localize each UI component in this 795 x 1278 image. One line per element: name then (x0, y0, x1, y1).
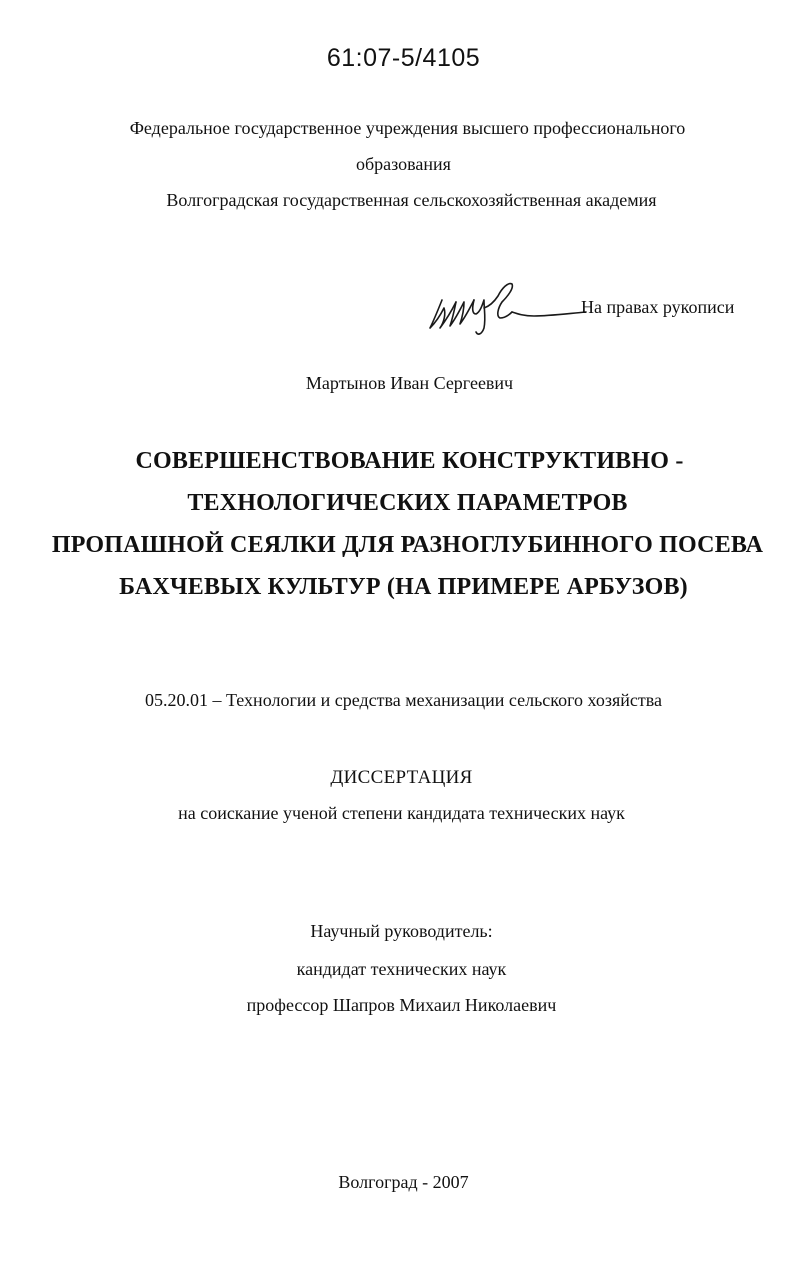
degree-statement: на соискание ученой степени кандидата технических наук (178, 803, 625, 823)
title-line-4: БАХЧЕВЫХ КУЛЬТУР (НА ПРИМЕРЕ АРБУЗОВ) (119, 574, 688, 600)
institution-line-3: Волгоградская государственная сельскохозяйственная академия (166, 190, 657, 210)
signature-icon (424, 278, 588, 340)
title-line-1: СОВЕРШЕНСТВОВАНИЕ КОНСТРУКТИВНО - (135, 448, 684, 474)
author-name: Мартынов Иван Сергеевич (305, 373, 514, 393)
institution-line-1: Федеральное государственное учреждения высшего профессионального (129, 118, 686, 138)
manuscript-rights-note: На правах рукописи (581, 297, 735, 317)
document-type: ДИССЕРТАЦИЯ (330, 767, 473, 788)
supervisor-label: Научный руководитель: (310, 921, 493, 941)
catalog-code: 61:07-5/4105 (326, 44, 481, 72)
supervisor-rank: кандидат технических наук (296, 959, 507, 979)
supervisor-name: профессор Шапров Михаил Николаевич (246, 995, 557, 1015)
institution-line-2: образования (356, 154, 451, 174)
title-line-2: ТЕХНОЛОГИЧЕСКИХ ПАРАМЕТРОВ (187, 490, 628, 516)
place-and-year: Волгоград - 2007 (338, 1172, 469, 1192)
title-line-3: ПРОПАШНОЙ СЕЯЛКИ ДЛЯ РАЗНОГЛУБИННОГО ПОСЕВА (51, 532, 764, 558)
specialty-code: 05.20.01 – Технологии и средства механизации сельского хозяйства (145, 690, 662, 710)
